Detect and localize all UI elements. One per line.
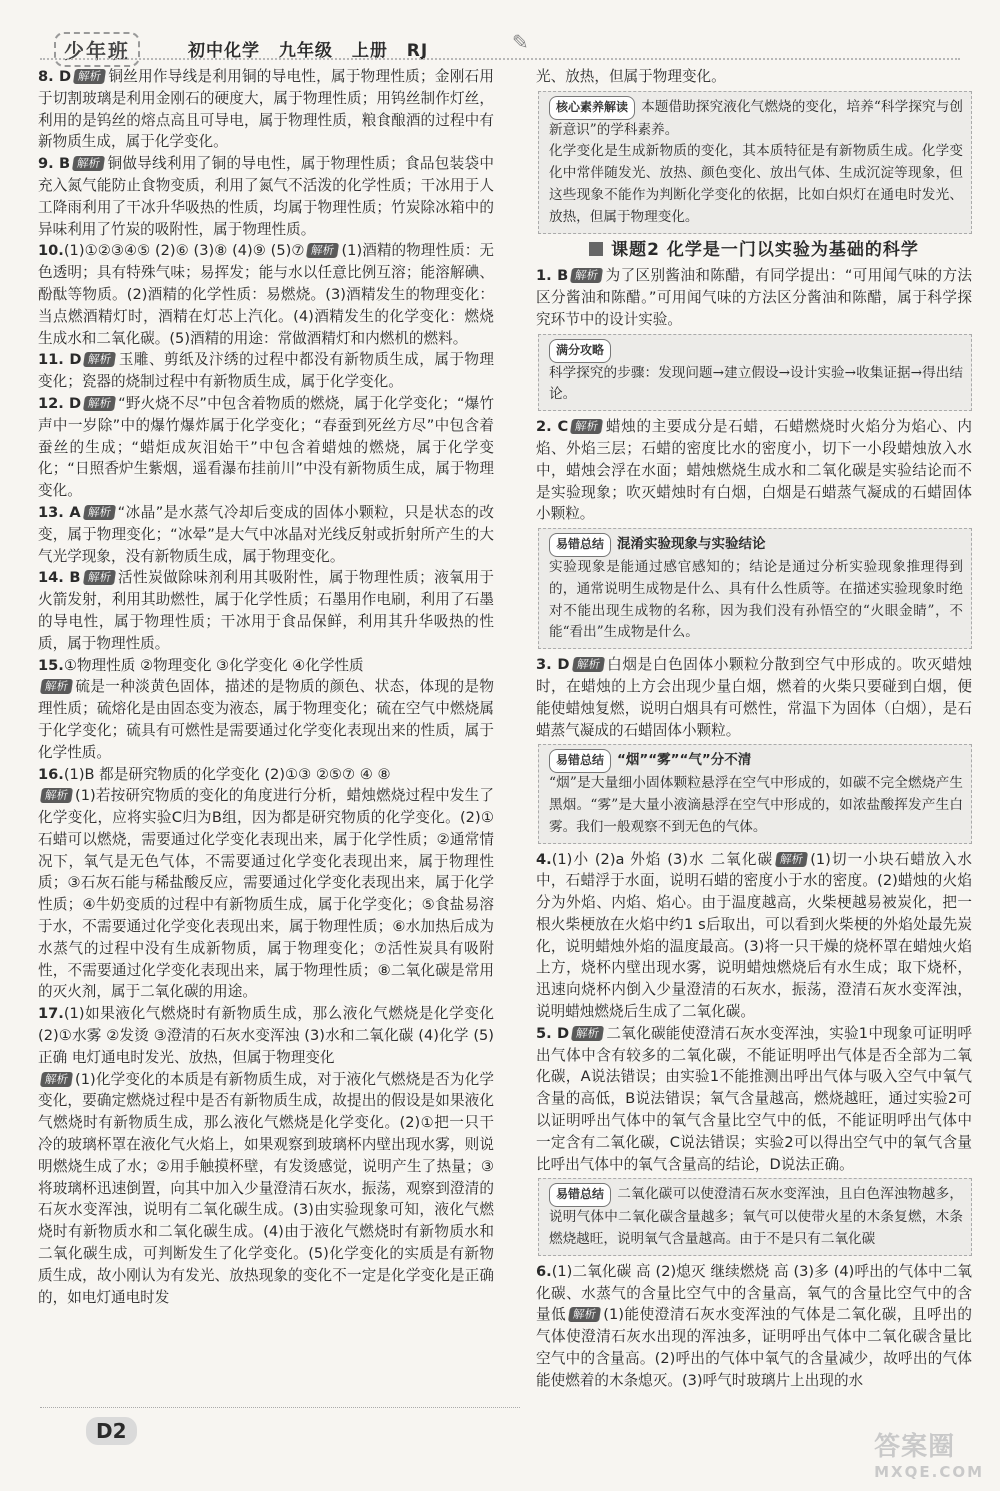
header-divider <box>40 58 960 60</box>
item-body: 蜡烛的主要成分是石蜡，石蜡燃烧时火焰分为焰心、内焰、外焰三层；石蜡的密度比水的密度小，切下一小段蜡烛放入水中，蜡烛会浮在水面；蜡烛燃烧生成水和二氧化碳是实验结论而不是实验现象；吹灭蜡烛时有白烟，白烟是石蜡蒸气凝成的石蜡固体小颗粒。 <box>536 418 972 523</box>
answer-10 <box>38 240 494 349</box>
page-number: D2 <box>86 1417 137 1445</box>
item-answer: (1)①②③④⑤ (2)⑥ (3)⑧ (4)⑨ (5)⑦ <box>63 242 305 260</box>
item-answer: (1)小 (2)a 外焰 (3)水 二氧化碳 <box>551 850 774 868</box>
common-error-box-2 <box>538 744 972 843</box>
item-number: 15. <box>38 656 64 674</box>
answer-13 <box>38 502 494 567</box>
item-number: 10. <box>38 242 64 260</box>
core-literacy-text: 化学变化是生成新物质的变化，其本质特征是有新物质生成。化学变化中常伴随发光、放热、颜色变化、放出气体、生成沉淀等现象，但这些现象不能作为判断化学变化的依据，比如白炽灯在通电时发光、放热，但属于物理变化。 <box>549 143 963 225</box>
item-number: 1. B <box>536 267 569 285</box>
item-number: 12. D <box>38 394 82 412</box>
item-number: 6. <box>536 1262 552 1280</box>
common-error-text: 实验现象是能通过感官感知的；结论是通过分析实验现象推理得到的，通常说明生成物是什么、具有什么性质等。在描述实验现象时绝对不能出现生成物的名称，因为我们没有孙悟空的“火眼金睛”，不能“看出”生成物是什么。 <box>549 558 963 641</box>
item-number: 2. C <box>536 418 569 436</box>
answer-9 <box>38 153 494 240</box>
analysis-tag: 解析 <box>571 1026 604 1041</box>
section-title <box>536 240 972 262</box>
item-number: 9. B <box>38 155 71 173</box>
subject-label: 初中化学 <box>188 41 260 61</box>
item-body: 铜做导线利用了铜的导电性，属于物理性质；食品包装袋中充入氮气能防止食物变质，利用了氮气不活泼的化学性质；干冰用于人工降雨利用了干冰升华吸热的性质，均属于物理性质；竹炭除冰箱中的异味利用了竹炭的吸附性，属于物理性质。 <box>38 155 494 238</box>
analysis-tag: 解析 <box>568 1307 601 1322</box>
core-literacy-lead: 本题借助探究液化气燃烧的变化，培养“科学探究与创新意识”的学科素养。 <box>549 98 963 138</box>
item-number: 11. D <box>38 351 82 369</box>
analysis-tag: 解析 <box>570 268 603 283</box>
item-body: 硫是一种淡黄色固体，描述的是物质的颜色、状态，体现的是物理性质；硫熔化是由固态变为液态，属于物理变化；硫在空气中燃烧属于化学变化；硫具有可燃性是需要通过化学变化表现出来的性质，属于化学性质。 <box>38 678 494 761</box>
item-body: 铜丝用作导线是利用铜的导电性，属于物理性质；金刚石用于切割玻璃是利用金刚石的硬度大，属于物理性质；用钨丝制作灯丝，利用的是钨丝的熔点高且可导电，属于物理性质，粮食酿酒的过程中有新物质生成，属于化学变化。 <box>38 68 494 151</box>
common-error-box-1 <box>538 528 972 649</box>
full-score-tag: 满分攻略 <box>549 339 611 363</box>
analysis-tag: 解析 <box>40 788 73 803</box>
analysis-tag: 解析 <box>73 69 106 84</box>
answer-16 <box>38 764 494 1004</box>
item-body: (1)化学变化的本质是有新物质生成，对于液化气燃烧是否为化学变化，要确定燃烧过程中是否有新物质生成，故提出的假设是如果液化气燃烧时有新物质生成，那么液化气燃烧是化学变化。(2)①把一只干冷的玻璃杯罩在液化气火焰上，如果观察到玻璃杯内壁出现水雾，则说明燃烧生成了水；②用手触摸杯壁，有发烫感觉，说明产生了热量；③将玻璃杯迅速倒置，向其中加入少量澄清石灰水，振荡，观察到澄清的石灰水变浑浊，说明有二氧化碳生成。(3)由实验现象可知，液化气燃烧时有新物质水和二氧化碳生成。(4)由于液化气燃烧时有新物质水和二氧化碳生成，可判断发生了化学变化。(5)化学变化的实质是有新物质生成，故小刚认为有发光、放热现象的变化不一定是化学变化是正确的，如电灯通电时发 <box>38 1070 494 1306</box>
brand-logo: 少年班 <box>54 32 140 67</box>
answer-r1 <box>536 265 972 330</box>
answer-8 <box>38 66 494 153</box>
analysis-tag: 解析 <box>83 505 116 520</box>
answer-11 <box>38 349 494 393</box>
item-number: 13. A <box>38 503 81 521</box>
item-body: (1)酒精的物理性质：无色透明；具有特殊气味；易挥发；能与水以任意比例互溶；能溶解碘、酚酞等物质。(2)酒精的化学性质：易燃烧。(3)酒精发生的物理变化：当点燃酒精灯时，酒精在灯芯上汽化。(4)酒精发生的化学变化：燃烧生成水和二氧化碳。(5)酒精的用途：常做酒精灯和内燃机的燃料。 <box>38 242 494 347</box>
analysis-tag: 解析 <box>40 679 73 694</box>
item-number: 14. B <box>38 569 81 587</box>
item-body: 为了区别酱油和陈醋，有同学提出：“可用闻气味的方法区分酱油和陈醋。”可用闻气味的方法区分酱油和陈醋，属于科学探究环节中的设计实验。 <box>536 267 972 328</box>
analysis-tag: 解析 <box>306 243 339 258</box>
grade-label: 九年级 <box>278 41 333 61</box>
common-error-tag: 易错总结 <box>549 1183 611 1207</box>
analysis-tag: 解析 <box>72 156 105 171</box>
full-score-text: 科学探究的步骤：发现问题→建立假设→设计实验→收集证据→得出结论。 <box>549 364 963 403</box>
item-body: (1)能使澄清石灰水变浑浊的气体是二氧化碳，且呼出的气体使澄清石灰水出现的浑浊多，证明呼出气体中二氧化碳含量比空气中的含量高。(2)呼出的气体中氧气的含量减少，故呼出的气体能使燃着的木条熄灭。(3)呼气时玻璃片上出现的水 <box>536 1306 972 1389</box>
footer-divider <box>40 1407 520 1408</box>
edition-label: RJ <box>406 41 429 61</box>
common-error-heading: 混淆实验现象与实验结论 <box>617 536 766 553</box>
common-error-text: 二氧化碳可以使澄清石灰水变浑浊，且白色浑浊物越多，说明气体中二氧化碳含量越多；氧气可以使带火星的木条复燃，木条燃烧越旺，说明氧气含量越高。由于不是只有二氧化碳 <box>549 1186 963 1248</box>
analysis-tag: 解析 <box>83 396 116 411</box>
answer-17 <box>38 1003 494 1308</box>
item-body: 玉雕、剪纸及汴绣的过程中都没有新物质生成，属于物理变化；瓷器的烧制过程中有新物质生成，属于化学变化。 <box>38 351 494 391</box>
answer-r6 <box>536 1261 972 1392</box>
common-error-text: “烟”是大量细小固体颗粒悬浮在空气中形成的，如碳不完全燃烧产生黑烟。“雾”是大量小液滴悬浮在空气中形成的，如浓盐酸挥发产生白雾。我们一般观察不到无色的气体。 <box>549 775 963 835</box>
answer-r4 <box>536 849 972 1023</box>
core-literacy-box <box>538 91 972 234</box>
answer-15 <box>38 655 494 764</box>
answer-14 <box>38 567 494 654</box>
common-error-heading: “烟”“雾”“气”分不清 <box>617 752 752 769</box>
analysis-tag: 解析 <box>83 352 116 367</box>
common-error-tag: 易错总结 <box>549 533 611 557</box>
page-header <box>40 28 980 68</box>
watermark-text: 答案圈 <box>874 1432 956 1462</box>
answer-r5 <box>536 1023 972 1176</box>
analysis-tag: 解析 <box>775 852 808 867</box>
common-error-box-3 <box>538 1178 972 1255</box>
answer-12 <box>38 393 494 502</box>
answer-r2 <box>536 416 972 525</box>
item-number: 5. D <box>536 1024 570 1042</box>
answer-17-continued: 光、放热，但属于物理变化。 <box>536 68 726 85</box>
answer-r3 <box>536 654 972 741</box>
analysis-tag: 解析 <box>571 657 604 672</box>
analysis-tag: 解析 <box>40 1072 73 1087</box>
section-marker-icon <box>589 242 603 256</box>
item-answer: ①物理性质 ②物理变化 ③化学变化 ④化学性质 <box>63 656 364 674</box>
item-number: 4. <box>536 850 552 868</box>
item-body: (1)切一小块石蜡放入水中，石蜡浮于水面，说明石蜡的密度小于水的密度。(2)蜡烛的火焰分为外焰、内焰、焰心。由于温度越高，火柴梗越易被炭化，把一根火柴梗放在火焰中约1 s后取出，可以看到火柴梗的外焰处最先炭化，说明蜡烛外焰的温度最高。(3)将一只干燥的烧杯罩在蜡烛火焰上方，烧杯内壁出现水雾，说明蜡烛燃烧后有水生成；取下烧杯，迅速向烧杯内倒入少量澄清的石灰水，振荡，澄清石灰水变浑浊，说明蜡烛燃烧后生成了二氧化碳。 <box>536 850 972 1021</box>
watermark-url: MXQE.COM <box>874 1463 984 1481</box>
item-answer: (1)二氧化碳 高 (2)熄灭 继续燃烧 高 (3)多 (4)呼出的气体中二氧化碳、水蒸气的含量比空气中的含量高，氧气的含量比空气中的含量低 <box>536 1262 972 1324</box>
common-error-tag: 易错总结 <box>549 749 611 773</box>
item-body: (1)若按研究物质的变化的角度进行分析，蜡烛燃烧过程中发生了化学变化，应将实验C归为B组，因为都是研究物质的化学变化。(2)①石蜡可以燃烧，需要通过化学变化表现出来，属于化学性质；②通常情况下，氧气是无色气体，不需要通过化学变化表现出来，属于物理性质；③石灰石能与稀盐酸反应，需要通过化学变化表现出来，属于化学性质；④牛奶变质的过程中有新物质生成，属于化学变化；⑤食盐易溶于水，不需要通过化学变化表现出来，属于物理性质；⑥水加热后成为水蒸气的过程中没有生成新物质，属于物理变化；⑦活性炭具有吸附性，不需要通过化学变化表现出来，属于物理性质；⑧二氧化碳是常用的灭火剂，属于二氧化碳的用途。 <box>38 787 494 1001</box>
volume-label: 上册 <box>351 41 388 61</box>
item-body: “冰晶”是水蒸气冷却后变成的固体小颗粒，只是状态的改变，属于物理变化；“冰晕”是大气中冰晶对光线反射或折射所产生的大气光学现象，没有新物质生成，属于物理变化。 <box>38 503 494 565</box>
section-title-text: 课题2 化学是一门以实验为基础的科学 <box>611 239 919 260</box>
doodle-icon: ✎ <box>512 30 529 54</box>
analysis-tag: 解析 <box>82 570 115 585</box>
item-number: 16. <box>38 765 64 783</box>
item-body: 白烟是白色固体小颗粒分散到空气中形成的。吹灭蜡烛时，在蜡烛的上方会出现少量白烟，燃着的火柴只要碰到白烟，便能使蜡烛复燃，说明白烟具有可燃性，常温下为固体（白烟），是石蜡蒸气凝成的石蜡固体小颗粒。 <box>536 656 972 739</box>
item-body: 二氧化碳能使澄清石灰水变浑浊，实验1中现象可证明呼出气体中含有较多的二氧化碳，不能证明呼出气体是否全部为二氧化碳，A说法错误；由实验1不能推测出呼出气体与吸入空气中氧气含量的高低，B说法错误；氧气含量越高，燃烧越旺，通过实验2可以证明呼出气体中的氧气含量比空气中的低，不能证明呼出气体中一定含有二氧化碳，C说法错误；实验2可以得出空气中的氧气含量比呼出气体中的氧气含量高的结论，D说法正确。 <box>536 1024 972 1173</box>
item-number: 3. D <box>536 656 570 674</box>
left-column <box>38 66 494 1308</box>
item-body: 活性炭做除味剂利用其吸附性，属于物理性质；液氧用于火箭发射，利用其助燃性，属于化学性质；石墨用作电刷，利用了石墨的导电性，属于物理性质；干冰用于食品保鲜，利用其升华吸热的性质，属于物理性质。 <box>38 569 494 652</box>
item-answer: (1)B 都是研究物质的化学变化 (2)①③ ②⑤⑦ ④ ⑧ <box>63 765 391 783</box>
item-number: 17. <box>38 1005 64 1023</box>
item-answer: (1)如果液化气燃烧时有新物质生成，那么液化气燃烧是化学变化 (2)①水雾 ②发烫 ③澄清的石灰水变浑浊 (3)水和二氧化碳 (4)化学 (5)正确 电灯通电时发光、放热，但属于物理变化 <box>38 1005 494 1066</box>
core-literacy-tag: 核心素养解读 <box>549 96 635 120</box>
full-score-box <box>538 334 972 411</box>
item-number: 8. D <box>38 68 72 85</box>
right-column <box>536 66 972 1392</box>
analysis-tag: 解析 <box>570 419 603 434</box>
item-body: “野火烧不尽”中包含着物质的燃烧，属于化学变化；“爆竹声中一岁除”中的爆竹爆炸属于化学变化；“春蚕到死丝方尽”中包含着蚕丝的生成；“蜡炬成灰泪始干”中包含着蜡烛的燃烧，属于化学变化；“日照香炉生紫烟，遥看瀑布挂前川”中没有新物质生成，属于物理变化。 <box>38 394 494 500</box>
watermark-logo <box>874 1426 984 1481</box>
